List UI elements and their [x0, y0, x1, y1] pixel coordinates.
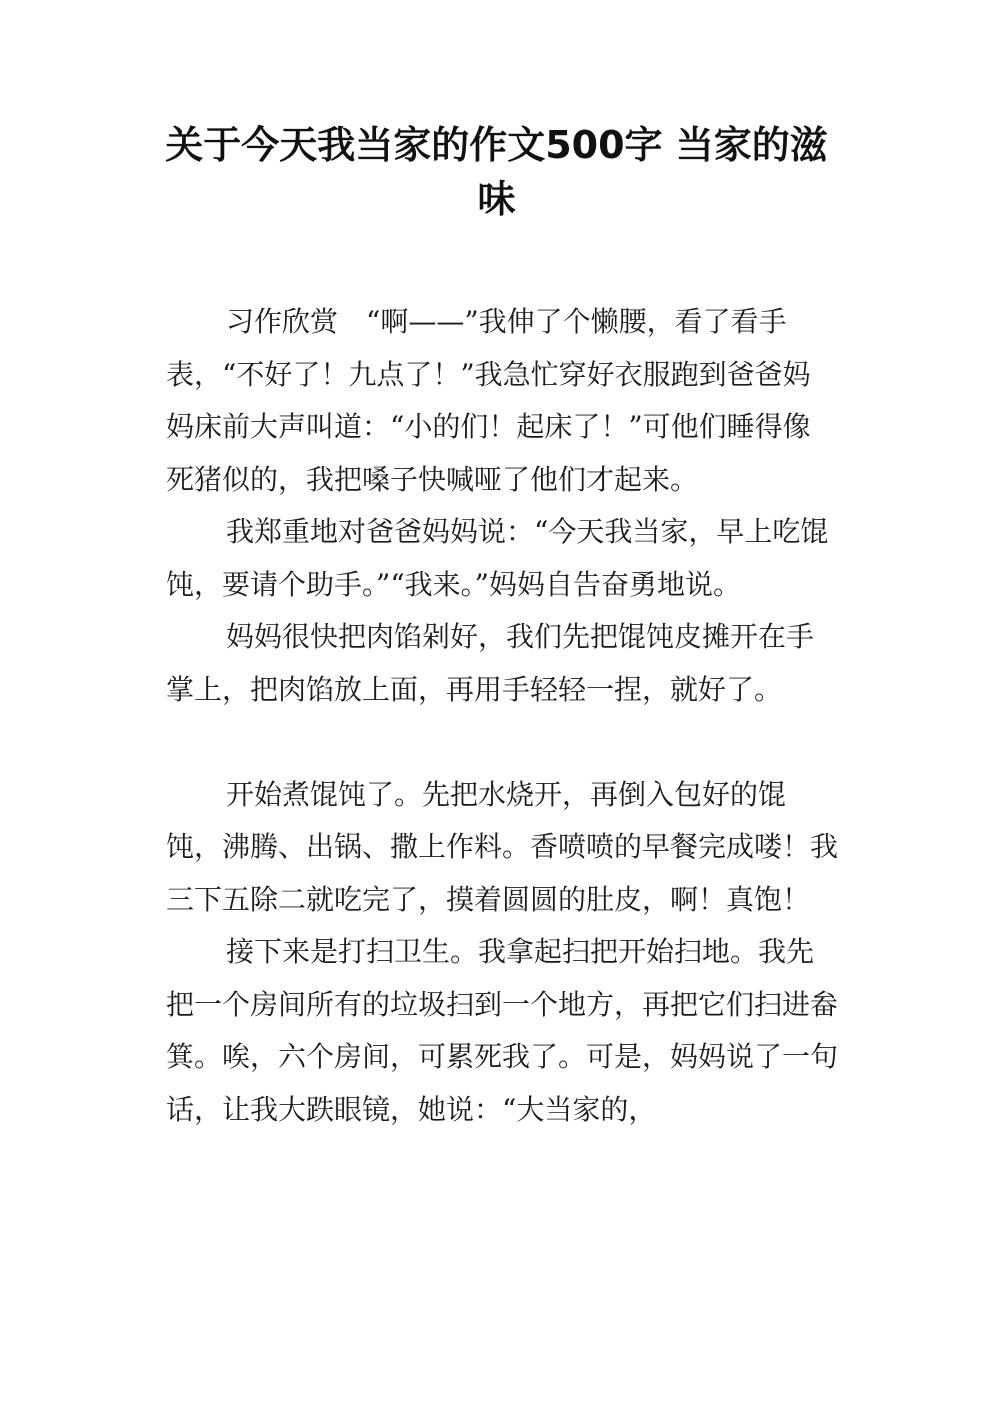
paragraph-5: 接下来是打扫卫生。我拿起扫把开始扫地。我先把一个房间所有的垃圾扫到一个地方，再把它们扫进畚箕。唉，六个房间，可累死我了。可是，妈妈说了一句话，让我大跌眼镜，她说：“大当家的， — [166, 935, 839, 1126]
essay-body — [166, 296, 838, 1136]
paragraph-4: 开始煮馄饨了。先把水烧开，再倒入包好的馄饨，沸腾、出锅、撒上作料。香喷喷的早餐完成喽！我三下五除二就吃完了，摸着圆圆的肚皮，啊！真饱！ — [166, 777, 839, 916]
paragraph-2: 我郑重地对爸爸妈妈说：“今天我当家，早上吃馄饨，要请个助手。”“我来。”妈妈自告奋勇地说。 — [166, 515, 829, 601]
paragraph-3: 妈妈很快把肉馅剁好，我们先把馄饨皮摊开在手掌上，把肉馅放上面，再用手轻轻一捏，就好了。 — [166, 620, 815, 706]
page-title: 关于今天我当家的作文500字 当家的滋味 — [165, 123, 828, 221]
paragraph-1: 习作欣赏 “啊——”我伸了个懒腰，看了看手表，“不好了！九点了！”我急忙穿好衣服跑到爸爸妈妈床前大声叫道：“小的们！起床了！”可他们睡得像死猪似的，我把嗓子快喊哑了他们才起来。 — [166, 305, 811, 496]
